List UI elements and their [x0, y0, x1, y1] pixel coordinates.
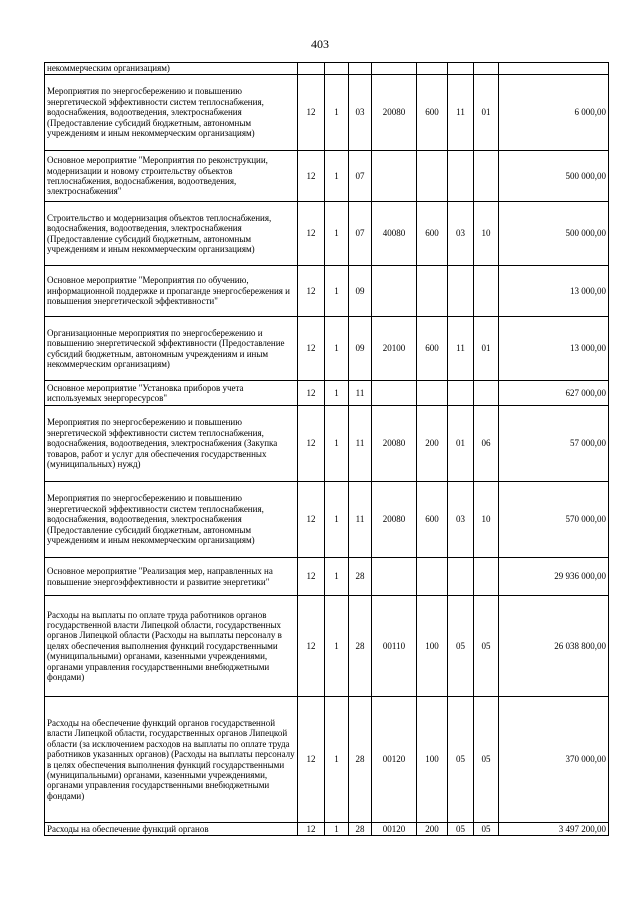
subsection-code: 05: [474, 697, 499, 823]
subprogram-code: 1: [325, 151, 349, 202]
ministry-code: 12: [298, 558, 325, 596]
ministry-code: 12: [298, 266, 325, 317]
table-row: [45, 151, 609, 202]
event-code: 28: [349, 596, 372, 697]
subprogram-code: 1: [325, 75, 349, 151]
expense-type-code: [417, 266, 448, 317]
subprogram-code: 1: [325, 697, 349, 823]
expense-type-code: 600: [417, 75, 448, 151]
section-code: 01: [448, 406, 474, 482]
direction-code: [372, 63, 417, 75]
expense-type-code: [417, 63, 448, 75]
section-code: [448, 381, 474, 406]
amount: 13 000,00: [499, 317, 609, 381]
subsection-code: 01: [474, 317, 499, 381]
subsection-code: [474, 558, 499, 596]
expense-type-code: [417, 558, 448, 596]
subprogram-code: 1: [325, 406, 349, 482]
row-name: Основное мероприятие "Мероприятия по обучению, информационной поддержке и пропаганде энергосбережения и повышения энергетической эффективности": [45, 266, 298, 317]
row-name: Расходы на выплаты по оплате труда работников органов государственной власти Липецкой области, государственных органов Липецкой области (Расходы на выплаты персоналу в целях обеспечения выполнения функций государственными (муниципальными) органами, казенными учреждениями, органами управления государственными внебюджетными фондами): [45, 596, 298, 697]
subprogram-code: 1: [325, 317, 349, 381]
event-code: 28: [349, 697, 372, 823]
expense-type-code: [417, 151, 448, 202]
row-name: Мероприятия по энергосбережению и повышению энергетической эффективности систем теплоснабжения, водоснабжения, водоотведения, электроснабжения (Предоставление субсидий бюджетным, автономным учреждениям и иным некоммерческим организациям): [45, 75, 298, 151]
ministry-code: 12: [298, 482, 325, 558]
table-row: [45, 482, 609, 558]
section-code: [448, 558, 474, 596]
subsection-code: 10: [474, 482, 499, 558]
section-code: [448, 63, 474, 75]
subsection-code: [474, 151, 499, 202]
ministry-code: [298, 63, 325, 75]
expense-type-code: 200: [417, 406, 448, 482]
event-code: 28: [349, 558, 372, 596]
row-name: Строительство и модернизация объектов теплоснабжения, водоснабжения, водоотведения, электроснабжения (Предоставление субсидий бюджетным, автономным учреждениям и иным некоммерческим организациям): [45, 202, 298, 266]
page-number: 403: [311, 37, 329, 51]
subprogram-code: 1: [325, 823, 349, 836]
ministry-code: 12: [298, 823, 325, 836]
row-name: Расходы на обеспечение функций органов государственной власти Липецкой области, государственных органов Липецкой области (за исключением расходов на выплаты по оплате труда работников указанных органов) (Расходы на выплаты персоналу в целях обеспечения выполнения функций государственными (муниципальными) органами, казенными учреждениями, органами управления государственными внебюджетными фондами): [45, 697, 298, 823]
table-row: [45, 63, 609, 75]
direction-code: 20080: [372, 406, 417, 482]
event-code: 09: [349, 266, 372, 317]
subprogram-code: 1: [325, 558, 349, 596]
direction-code: 00120: [372, 697, 417, 823]
row-name: Мероприятия по энергосбережению и повышению энергетической эффективности систем теплоснабжения, водоснабжения, водоотведения, электроснабжения (Предоставление субсидий бюджетным, автономным учреждениям и иным некоммерческим организациям): [45, 482, 298, 558]
expense-type-code: 600: [417, 317, 448, 381]
ministry-code: 12: [298, 596, 325, 697]
expense-type-code: [417, 381, 448, 406]
amount: [499, 63, 609, 75]
direction-code: 20100: [372, 317, 417, 381]
subsection-code: 05: [474, 823, 499, 836]
section-code: 05: [448, 596, 474, 697]
event-code: 28: [349, 823, 372, 836]
table-row: [45, 558, 609, 596]
table-row: [45, 317, 609, 381]
subprogram-code: 1: [325, 381, 349, 406]
row-name: Основное мероприятие "Установка приборов учета используемых энергоресурсов": [45, 381, 298, 406]
section-code: 11: [448, 317, 474, 381]
subsection-code: 05: [474, 596, 499, 697]
expense-type-code: 100: [417, 596, 448, 697]
row-name: Мероприятия по энергосбережению и повышению энергетической эффективности систем теплоснабжения, водоснабжения, водоотведения, электроснабжения (Закупка товаров, работ и услуг для обеспечения государственных (муниципальных) нужд): [45, 406, 298, 482]
subsection-code: 10: [474, 202, 499, 266]
amount: 500 000,00: [499, 151, 609, 202]
direction-code: 20080: [372, 75, 417, 151]
event-code: 03: [349, 75, 372, 151]
ministry-code: 12: [298, 406, 325, 482]
row-name: Основное мероприятие "Мероприятия по реконструкции, модернизации и новому строительству объектов теплоснабжения, водоснабжения, водоотведения, электроснабжения": [45, 151, 298, 202]
direction-code: 20080: [372, 482, 417, 558]
row-name: некоммерческим организациям): [45, 63, 298, 75]
ministry-code: 12: [298, 381, 325, 406]
section-code: 03: [448, 202, 474, 266]
table-row: [45, 823, 609, 836]
event-code: 07: [349, 151, 372, 202]
subprogram-code: 1: [325, 596, 349, 697]
amount: 57 000,00: [499, 406, 609, 482]
row-name: Основное мероприятие "Реализация мер, направленных на повышение энергоэффективности и развитие энергетики": [45, 558, 298, 596]
expense-type-code: 200: [417, 823, 448, 836]
subprogram-code: [325, 63, 349, 75]
event-code: 07: [349, 202, 372, 266]
table-row: [45, 406, 609, 482]
expense-type-code: 600: [417, 202, 448, 266]
subsection-code: [474, 381, 499, 406]
table-row: [45, 202, 609, 266]
section-code: 11: [448, 75, 474, 151]
section-code: 05: [448, 697, 474, 823]
event-code: 11: [349, 381, 372, 406]
direction-code: 40080: [372, 202, 417, 266]
table-row: [45, 266, 609, 317]
ministry-code: 12: [298, 317, 325, 381]
table-row: [45, 596, 609, 697]
amount: 570 000,00: [499, 482, 609, 558]
amount: 29 936 000,00: [499, 558, 609, 596]
subsection-code: [474, 266, 499, 317]
expense-type-code: 100: [417, 697, 448, 823]
direction-code: 00110: [372, 596, 417, 697]
ministry-code: 12: [298, 75, 325, 151]
event-code: 09: [349, 317, 372, 381]
subprogram-code: 1: [325, 266, 349, 317]
row-name: Расходы на обеспечение функций органов: [45, 823, 298, 836]
subsection-code: 06: [474, 406, 499, 482]
direction-code: [372, 151, 417, 202]
section-code: [448, 266, 474, 317]
event-code: 11: [349, 406, 372, 482]
amount: 13 000,00: [499, 266, 609, 317]
budget-table: [44, 62, 609, 836]
section-code: 05: [448, 823, 474, 836]
subprogram-code: 1: [325, 482, 349, 558]
section-code: 03: [448, 482, 474, 558]
amount: 26 038 800,00: [499, 596, 609, 697]
amount: 627 000,00: [499, 381, 609, 406]
direction-code: [372, 558, 417, 596]
expense-type-code: 600: [417, 482, 448, 558]
subsection-code: [474, 63, 499, 75]
table-row: [45, 697, 609, 823]
direction-code: [372, 266, 417, 317]
section-code: [448, 151, 474, 202]
subsection-code: 01: [474, 75, 499, 151]
table-row: [45, 75, 609, 151]
table-row: [45, 381, 609, 406]
event-code: [349, 63, 372, 75]
amount: 370 000,00: [499, 697, 609, 823]
ministry-code: 12: [298, 151, 325, 202]
event-code: 11: [349, 482, 372, 558]
amount: 3 497 200,00: [499, 823, 609, 836]
direction-code: [372, 381, 417, 406]
direction-code: 00120: [372, 823, 417, 836]
ministry-code: 12: [298, 697, 325, 823]
ministry-code: 12: [298, 202, 325, 266]
subprogram-code: 1: [325, 202, 349, 266]
amount: 6 000,00: [499, 75, 609, 151]
amount: 500 000,00: [499, 202, 609, 266]
row-name: Организационные мероприятия по энергосбережению и повышению энергетической эффективности (Предоставление субсидий бюджетным, автономным учреждениям и иным некоммерческим организациям): [45, 317, 298, 381]
